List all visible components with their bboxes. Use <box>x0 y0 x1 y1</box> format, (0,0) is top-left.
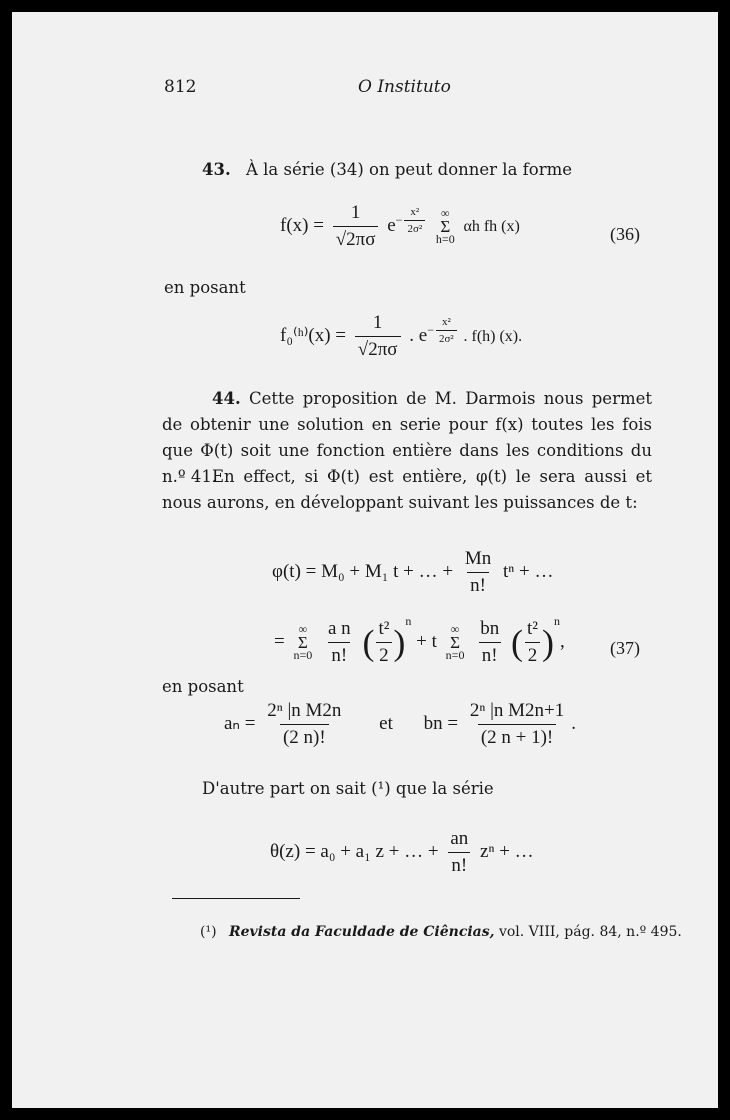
eqphi-rest: tⁿ + … <box>502 560 554 582</box>
equation-36-tag: (36) <box>610 224 640 244</box>
eq37-f1-den: n! <box>328 642 350 667</box>
eq37-power-1: n <box>405 614 412 628</box>
eq36-rest: αh fh (x) <box>463 217 520 235</box>
footnote-rest: vol. VIII, pág. 84, n.º 495. <box>498 924 682 940</box>
eq37-f2-num: bn <box>480 618 500 640</box>
eqphi-denominator: n! <box>467 572 489 597</box>
equation-37-tag: (37) <box>610 638 640 658</box>
page <box>12 12 718 1108</box>
equation-f0 <box>280 312 522 361</box>
section-44-paragraph-2 <box>162 464 652 516</box>
eq37-sum1-top: ∞ <box>298 622 308 637</box>
eq37-paren-fraction-1 <box>375 618 392 667</box>
eqf0-exp-den: 2σ² <box>436 330 457 345</box>
eqtheta-denominator: n! <box>448 852 470 877</box>
eqan-fraction <box>264 700 344 749</box>
eqtheta-numerator: an <box>450 828 469 849</box>
journal-title: O Instituto <box>358 77 451 97</box>
eq36-exp-den: 2σ² <box>404 220 425 235</box>
equation-an-bn <box>224 700 576 749</box>
eqphi-numerator: Mn <box>464 548 492 569</box>
eq37-sum2-bottom: n=0 <box>445 648 465 663</box>
equation-37: = ∞ Σ n=0 $\frac{\text{a n}}{n!}$ ( $\frac{\text{t²}}{2}$ )$^n$ + t ∞ Σ n=0 $\frac{bn}{n!}$ ( $\frac{\text{t²}}{2}$ )$^n$, <box>274 614 565 667</box>
eqbn-numerator: 2ⁿ |n M2n+1 <box>469 700 565 721</box>
section-44-text-2: En effect, si Φ(t) est entière, φ(t) le sera aussi et nous aurons, en développant suivant les puissances de t: <box>162 467 652 512</box>
eqf0-exp-fraction <box>436 316 457 345</box>
eqtheta-lhs: θ(z) = a₀ + a₁ z + … + <box>270 840 439 862</box>
eq37-sum1-bottom: n=0 <box>293 648 313 663</box>
eq36-sum <box>436 208 455 245</box>
eq36-exp-num: x² <box>410 205 420 218</box>
eq37-plus-t: + t <box>416 631 437 652</box>
eq37-p1-num: t² <box>378 618 390 640</box>
eqbn-fraction <box>467 700 567 749</box>
equation-theta <box>270 828 534 877</box>
eqf0-exp-sign: − <box>427 322 434 337</box>
eq37-end: , <box>559 631 565 652</box>
eq36-fraction <box>333 202 379 251</box>
footnote-rule <box>172 898 300 899</box>
eqf0-exp-num: x² <box>441 315 451 328</box>
eq37-power-2: n <box>553 614 560 628</box>
eq37-f2-den: n! <box>479 642 501 667</box>
eq37-p2-den: 2 <box>525 642 541 667</box>
en-posant-1: en posant <box>164 278 246 297</box>
eq36-numerator: 1 <box>350 202 361 223</box>
eq36-sum-bottom: h=0 <box>435 232 455 246</box>
eqphi-fraction <box>462 548 494 597</box>
equation-phi <box>272 548 553 597</box>
eq36-exp-base: e <box>387 214 396 236</box>
eqf0-lhs: f₀⁽ʰ⁾(x) = <box>280 324 347 346</box>
eqf0-numerator: 1 <box>372 312 383 333</box>
eq37-equals: = <box>274 631 285 652</box>
eqan-lhs: aₙ = <box>224 712 256 734</box>
eq36-sum-sign: Σ <box>440 217 451 236</box>
eq37-fraction-1 <box>325 618 354 667</box>
footnote <box>200 924 682 940</box>
eqan-denominator: (2 n)! <box>280 724 329 749</box>
eqbn-denominator: (2 n + 1)! <box>478 724 556 749</box>
eq37-paren-fraction-2 <box>524 618 541 667</box>
eq36-denominator: √2πσ <box>333 226 379 251</box>
eq36-exp-sign: − <box>395 212 403 227</box>
eq37-p1-den: 2 <box>376 642 392 667</box>
footnote-marker: (¹) <box>200 924 217 940</box>
eq37-f1-num: a n <box>328 618 351 640</box>
eq36-sum-top: ∞ <box>441 206 450 220</box>
eq36-exp-fraction <box>404 206 425 235</box>
eqan-et: et <box>379 712 393 734</box>
section-43-intro: À la série (34) on peut donner la forme <box>245 160 572 179</box>
eqf0-rest: . f(h) (x). <box>463 327 523 345</box>
section-44-number: 44. <box>212 389 241 408</box>
page-number: 812 <box>164 77 197 97</box>
equation-36 <box>280 202 520 251</box>
eq37-sum2-top: ∞ <box>450 622 460 637</box>
eqbn-end: . <box>571 712 576 734</box>
eq36-lhs: f(x) = <box>280 214 324 236</box>
section-43-heading <box>202 160 572 179</box>
en-posant-2: en posant <box>162 677 244 696</box>
eq37-sum-2: ∞ Σ n=0 <box>445 622 465 663</box>
eqf0-fraction <box>355 312 401 361</box>
eqphi-lhs: φ(t) = M₀ + M₁ t + … + <box>272 560 454 582</box>
section-44-text-3: D'autre part on sait (¹) que la série <box>202 779 494 798</box>
eqf0-mid: . e <box>409 324 428 346</box>
eq37-fraction-2 <box>477 618 502 667</box>
eqan-numerator: 2ⁿ |n M2n <box>267 700 342 721</box>
eqtheta-fraction <box>447 828 471 877</box>
section-43-number: 43. <box>202 160 231 179</box>
footnote-source: Revista da Faculdade de Ciências, <box>229 924 495 940</box>
eq37-p2-num: t² <box>526 618 538 640</box>
eqtheta-rest: zⁿ + … <box>480 840 534 862</box>
eqf0-denominator: √2πσ <box>355 336 401 361</box>
eq37-sum-1: ∞ Σ n=0 <box>293 622 313 663</box>
eqbn-lhs: bn = <box>423 712 459 734</box>
section-44-text-1: Cette proposition de M. Darmois nous permet de obtenir une solution en serie pour f(x) toutes les fois que Φ(t) soit une fonction entière dans les conditions du n.º 41. <box>162 389 652 486</box>
